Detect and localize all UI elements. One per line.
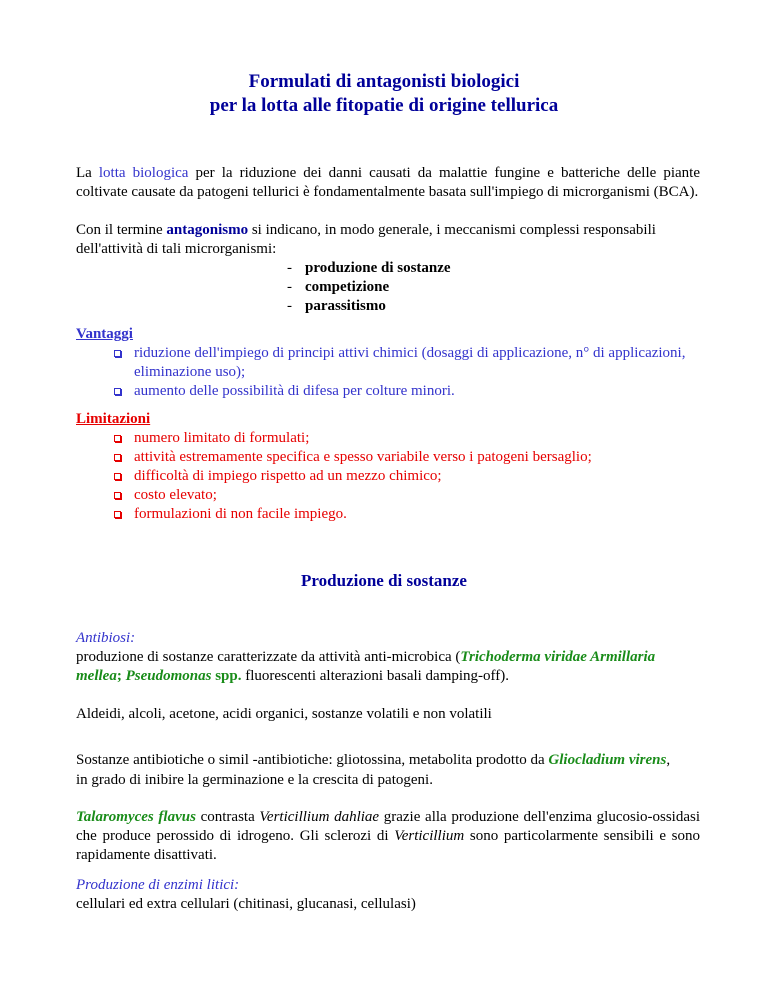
- checkbox-bullet-icon: [114, 511, 121, 518]
- talaromyces-paragraph: Talaromyces flavus contrasta Verticillium dahliae grazie alla produzione dell'enzima glucosio-ossidasi che produce perossido di idrogeno. Gli sclerozi di Verticillium sono particolarmente sensibili e sono rapidamente disattivati.: [76, 809, 701, 863]
- section-heading-produzione: Produzione di sostanze: [301, 571, 467, 590]
- antagonismo-term: antagonismo: [166, 222, 249, 238]
- lotta-biologica-term: lotta biologica: [98, 165, 189, 181]
- document-title-line-2: per la lotta alle fitopatie di origine tellurica: [209, 95, 559, 116]
- aldeidi-paragraph: Aldeidi, alcoli, acetone, acidi organici, sostanze volatili e non volatili: [76, 706, 492, 722]
- intro-paragraph-1: La lotta biologica per la riduzione dei danni causati da malattie fungine e batteriche delle piante coltivate causate da patogeni tellurici è fondamentalmente basata sull'impiego di microrganismi (BCA).: [76, 165, 701, 200]
- document-title-line-1: Formulati di antagonisti biologici: [248, 71, 520, 92]
- intro-paragraph-2: Con il termine antagonismo si indicano, in modo generale, i meccanismi complessi responsabili: [76, 222, 656, 238]
- limitazioni-heading: Limitazioni: [76, 411, 151, 427]
- sostanze-paragraph-continued: in grado di inibire la germinazione e la crescita di patogeni.: [76, 772, 433, 788]
- vantaggi-item: riduzione dell'impiego di principi attivi chimici (dosaggi di applicazione, n° di applicazioni, eliminazione uso);: [114, 344, 704, 382]
- enzimi-label: Produzione di enzimi litici:: [76, 877, 240, 893]
- checkbox-bullet-icon: [114, 435, 121, 442]
- sostanze-paragraph: Sostanze antibiotiche o simil -antibiotiche: gliotossina, metabolita prodotto da Gliocladium virens,: [76, 752, 671, 768]
- vantaggi-heading: Vantaggi: [76, 326, 133, 342]
- checkbox-bullet-icon: [114, 473, 121, 480]
- document-page: Formulati di antagonisti biologici per la lotta alle fitopatie di origine tellurica La lotta biologica per la riduzione dei danni causati da malattie fungine e batteriche delle piante coltivate causate da patogeni tellurici è fondamentalmente basata sull'impiego di microrganismi (BCA). Con il termine antagonismo si indicano, in modo generale, i meccanismi complessi responsabili dell'attività di tali microrganismi: - produzione di sostanze - competizione - parassitismo Vantaggi riduzione dell'impiego di principi attivi chimici (dosaggi di applicazione, n° di applicazioni, eliminazione uso); aumento delle possibilità di difesa per colture minori. Limitazioni numero limitato di formulati; attività estremamente specifica e spesso variabile verso i patogeni bersaglio; difficoltà di impiego rispetto ad un mezzo chimico; costo elevato; formulazioni di non facile impiego. Produzione di sostanze Antibiosi: produzione di sostanze caratterizzate da attività anti-microbica (Trichoderma viridae Armillaria mellea; Pseudomonas spp. fluorescenti alterazioni basali damping-off). Aldeidi, alcoli, acetone, acidi organici, sostanze volatili e non volatili Sostanze antibiotiche o simil -antibiotiche: gliotossina, metabolita prodotto da Gliocladium virens, in grado di inibire la germinazione e la crescita di patogeni. Talaromyces flavus contrasta Verticillium dahliae grazie alla produzione dell'enzima glucosio-ossidasi che produce perossido di idrogeno. Gli sclerozi di Verticillium sono particolarmente sensibili e sono rapidamente disattivati. Produzione di enzimi litici: cellulari ed extra cellulari (chitinasi, glucanasi, cellulasi): [0, 0, 768, 994]
- intro-paragraph-2-continued: dell'attività di tali microrganismi:: [76, 241, 277, 257]
- enzimi-paragraph: cellulari ed extra cellulari (chitinasi, glucanasi, cellulasi): [76, 896, 416, 912]
- antibiosi-paragraph-continued: mellea; Pseudomonas spp. fluorescenti alterazioni basali damping-off).: [76, 668, 510, 684]
- checkbox-bullet-icon: [114, 350, 121, 357]
- checkbox-bullet-icon: [114, 492, 121, 499]
- checkbox-bullet-icon: [114, 454, 121, 461]
- checkbox-bullet-icon: [114, 388, 121, 395]
- mechanism-item: - competizione: [287, 279, 390, 295]
- antibiosi-paragraph: produzione di sostanze caratterizzate da attività anti-microbica (Trichoderma viridae Armillaria: [76, 649, 656, 665]
- mechanism-item: - produzione di sostanze: [287, 260, 451, 276]
- mechanism-item: - parassitismo: [287, 298, 386, 314]
- antibiosi-label: Antibiosi:: [76, 630, 136, 646]
